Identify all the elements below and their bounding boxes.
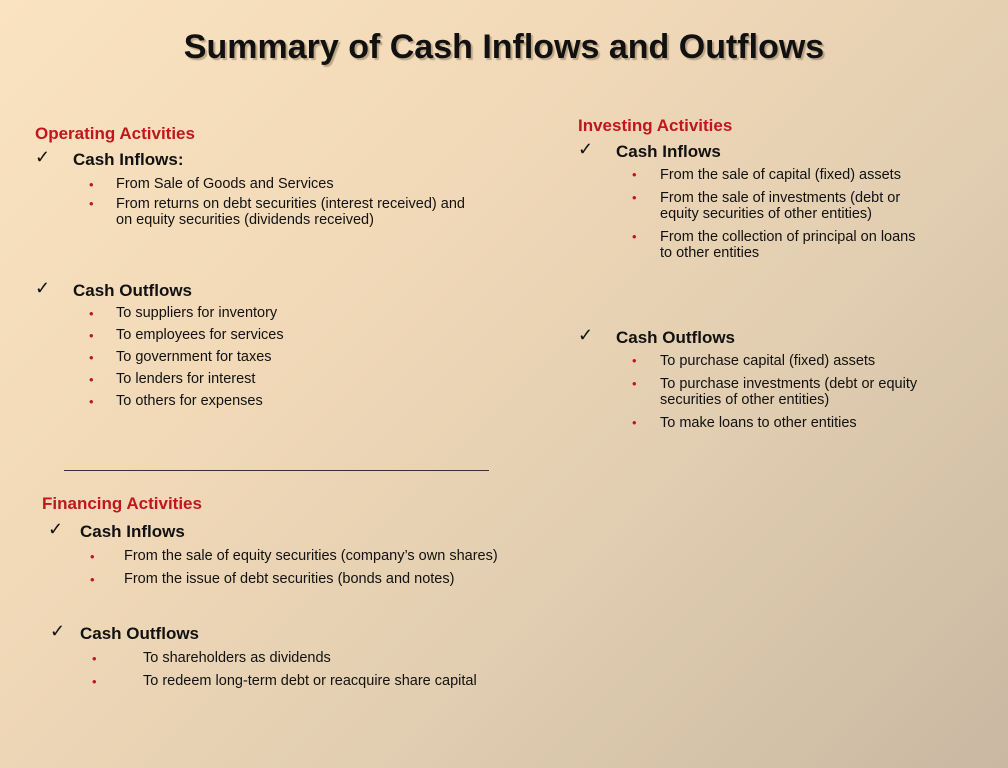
financing-outflows-label: Cash Outflows bbox=[80, 624, 200, 643]
financing-outflows bbox=[42, 621, 662, 690]
bullet-icon: • bbox=[92, 674, 97, 689]
list-item bbox=[35, 176, 475, 193]
operating-section bbox=[35, 124, 475, 228]
bullet-icon: • bbox=[90, 572, 95, 587]
list-item bbox=[35, 393, 475, 410]
investing-outflows-heading bbox=[578, 325, 938, 348]
list-item-text: From Sale of Goods and Services bbox=[116, 176, 334, 192]
list-item bbox=[578, 167, 920, 183]
list-item bbox=[578, 415, 930, 431]
list-item bbox=[35, 305, 475, 322]
list-item bbox=[35, 327, 475, 344]
operating-outflows-label: Cash Outflows bbox=[73, 281, 193, 300]
operating-outflows-list bbox=[35, 305, 475, 410]
list-item-text: From returns on debt securities (interest received) and on equity securities (dividends received) bbox=[116, 196, 465, 228]
financing-inflows-heading bbox=[42, 519, 662, 542]
list-item-text: From the issue of debt securities (bonds and notes) bbox=[124, 571, 455, 587]
list-item-text: To others for expenses bbox=[116, 393, 263, 409]
financing-heading: Financing Activities bbox=[42, 494, 202, 513]
bullet-icon: • bbox=[89, 328, 94, 343]
investing-outflows-list bbox=[578, 353, 938, 431]
list-item-text: To government for taxes bbox=[116, 349, 272, 365]
bullet-icon: • bbox=[92, 651, 97, 666]
list-item-text: From the collection of principal on loans to other entities bbox=[660, 229, 916, 261]
list-item bbox=[578, 190, 910, 222]
page-title: Summary of Cash Inflows and Outflows bbox=[183, 28, 825, 66]
list-item-text: To purchase capital (fixed) assets bbox=[660, 353, 876, 369]
operating-inflows-label: Cash Inflows: bbox=[73, 150, 184, 169]
investing-heading: Investing Activities bbox=[578, 116, 733, 135]
bullet-icon: • bbox=[632, 376, 637, 391]
list-item bbox=[35, 349, 475, 366]
check-icon: ✓ bbox=[50, 621, 66, 641]
check-icon: ✓ bbox=[578, 139, 594, 159]
bullet-icon: • bbox=[632, 415, 637, 430]
bullet-icon: • bbox=[90, 549, 95, 564]
bullet-icon: • bbox=[89, 394, 94, 409]
financing-inflows-list bbox=[42, 548, 662, 588]
investing-section bbox=[578, 116, 938, 261]
bullet-icon: • bbox=[632, 229, 637, 244]
list-item-text: From the sale of equity securities (company’s own shares) bbox=[124, 548, 498, 564]
financing-section bbox=[42, 494, 662, 588]
operating-outflows bbox=[35, 278, 475, 410]
investing-inflows-heading bbox=[578, 139, 938, 162]
list-item-text: To suppliers for inventory bbox=[116, 305, 278, 321]
bullet-icon: • bbox=[89, 177, 94, 192]
list-item-text: From the sale of investments (debt or equity securities of other entities) bbox=[660, 190, 901, 222]
list-item bbox=[42, 571, 662, 588]
list-item bbox=[35, 196, 466, 228]
bullet-icon: • bbox=[89, 350, 94, 365]
list-item bbox=[578, 353, 900, 369]
list-item bbox=[578, 229, 924, 261]
check-icon: ✓ bbox=[48, 519, 64, 539]
list-item-text: To lenders for interest bbox=[116, 371, 256, 387]
investing-inflows-label: Cash Inflows bbox=[616, 142, 721, 161]
list-item bbox=[35, 371, 475, 388]
financing-outflows-list bbox=[42, 650, 662, 690]
bullet-icon: • bbox=[89, 372, 94, 387]
operating-outflows-heading bbox=[35, 278, 475, 301]
investing-outflows bbox=[578, 325, 938, 431]
operating-heading: Operating Activities bbox=[35, 124, 195, 143]
check-icon: ✓ bbox=[578, 325, 594, 345]
bullet-icon: • bbox=[89, 306, 94, 321]
list-item-text: To purchase investments (debt or equity securities of other entities) bbox=[660, 376, 918, 408]
operating-inflows-heading bbox=[35, 147, 475, 170]
list-item bbox=[578, 376, 922, 408]
section-divider bbox=[64, 470, 489, 471]
bullet-icon: • bbox=[632, 167, 637, 182]
check-icon: ✓ bbox=[35, 278, 51, 298]
list-item-text: To make loans to other entities bbox=[660, 415, 857, 431]
list-item-text: To redeem long-term debt or reacquire share capital bbox=[143, 673, 477, 689]
bullet-icon: • bbox=[89, 196, 94, 211]
list-item bbox=[42, 548, 662, 565]
bullet-icon: • bbox=[632, 190, 637, 205]
check-icon: ✓ bbox=[35, 147, 51, 167]
investing-outflows-label: Cash Outflows bbox=[616, 328, 736, 347]
list-item-text: From the sale of capital (fixed) assets bbox=[660, 167, 901, 183]
bullet-icon: • bbox=[632, 353, 637, 368]
financing-inflows-label: Cash Inflows bbox=[80, 522, 185, 541]
investing-inflows-list bbox=[578, 167, 938, 261]
list-item-text: To shareholders as dividends bbox=[143, 650, 331, 666]
financing-outflows-heading bbox=[42, 621, 662, 644]
list-item-text: To employees for services bbox=[116, 327, 284, 343]
list-item bbox=[42, 650, 662, 667]
list-item bbox=[42, 673, 662, 690]
operating-inflows-list bbox=[35, 176, 475, 228]
